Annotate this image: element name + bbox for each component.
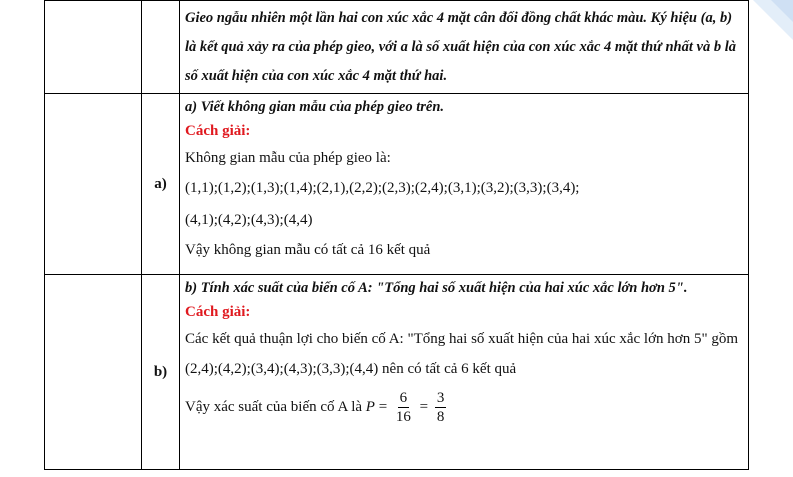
equals-sign: = (415, 398, 432, 415)
part-a-outcomes-line2: (4,1);(4,2);(4,3);(4,4) (185, 212, 313, 228)
part-a-conclusion: Vậy không gian mẫu có tất cả 16 kết quả (185, 242, 431, 258)
solution-table (44, 0, 749, 470)
equals-sign: = (374, 398, 391, 415)
part-a-row (45, 94, 749, 275)
part-a-intro: Không gian mẫu của phép gieo là: (185, 150, 391, 166)
fraction-numerator: 3 (436, 389, 445, 406)
part-a-solution-heading: Cách giải: (185, 123, 251, 139)
fraction-denominator: 16 (395, 408, 411, 425)
fraction-3-8 (435, 389, 447, 426)
fraction-6-16 (394, 389, 413, 426)
empty-cell (45, 275, 142, 470)
empty-cell (45, 1, 142, 94)
fraction-denominator: 8 (436, 408, 445, 425)
part-b-favorable-outcomes: (2,4);(4,2);(3,4);(4,3);(3,3);(4,4) (185, 361, 379, 377)
part-b-row (45, 275, 749, 470)
problem-statement: Gieo ngẫu nhiên một lần hai con xúc xắc 4 mặt cân đối đồng chất khác màu. Ký hiệu (a, b) là kết quả xảy ra của phép gieo, với a là số xuất hiện của con xúc xắc 4 mặt thứ nhất và b là số xuất hiện của con xúc xắc 4 mặt thứ hai. (185, 10, 736, 84)
part-b-question: b) Tính xác suất của biến cố A: "Tổng hai số xuất hiện của hai xúc xắc lớn hơn 5". (185, 280, 688, 296)
part-b-probability-line (185, 385, 742, 429)
problem-row (45, 1, 749, 94)
empty-cell (142, 1, 180, 94)
probability-prefix: Vậy xác suất của biến cố A là (185, 398, 366, 415)
part-b-solution-heading: Cách giải: (185, 304, 251, 320)
part-b-favorable-text: Các kết quả thuận lợi cho biến cố A: "Tổng hai số xuất hiện của hai xúc xắc lớn hơn 5" gồm (185, 331, 738, 347)
part-a-label: a) (142, 94, 180, 275)
fraction-numerator: 6 (399, 389, 408, 406)
part-a-outcomes-line1: (1,1);(1,2);(1,3);(1,4);(2,1),(2,2);(2,3);(2,4);(3,1);(3,2);(3,3);(3,4); (185, 180, 580, 196)
part-b-favorable-count: nên có tất cả 6 kết quả (378, 361, 517, 377)
part-b-favorable-line (185, 353, 742, 385)
part-a-question: a) Viết không gian mẫu của phép gieo trên. (185, 99, 445, 115)
part-b-label: b) (142, 275, 180, 470)
empty-cell (45, 94, 142, 275)
probability-symbol: P (365, 398, 375, 415)
